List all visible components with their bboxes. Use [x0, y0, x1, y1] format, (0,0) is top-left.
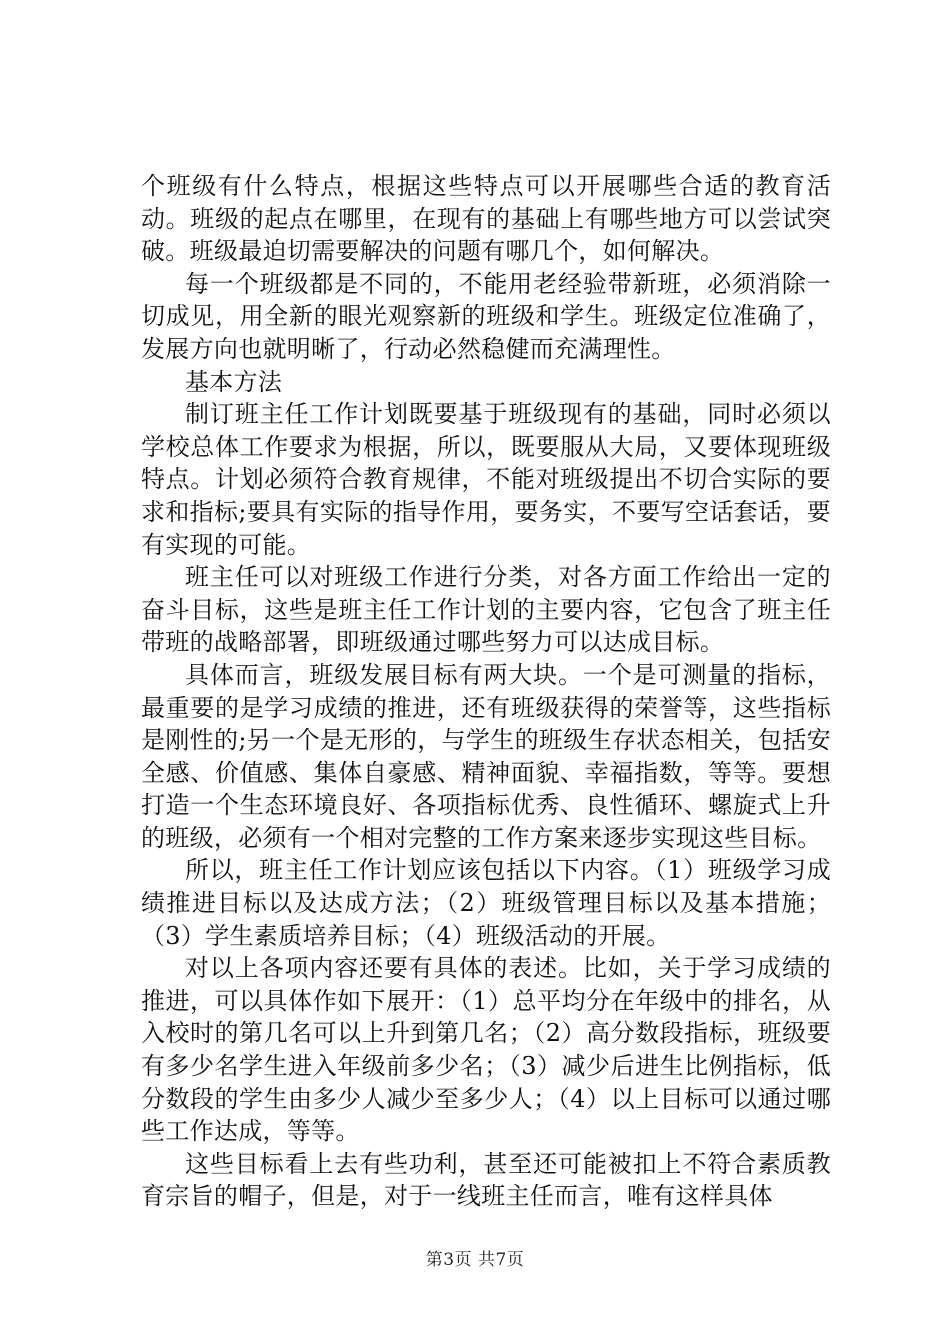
document-body [141, 170, 831, 1213]
paragraph-3: 制订班主任工作计划既要基于班级现有的基础，同时必须以学校总体工作要求为根据，所以，既要服从大局，又要体现班级特点。计划必须符合教育规律，不能对班级提出不切合实际的要求和指标;要具有实际的指导作用，要务实，不要写空话套话，要有实现的可能。 [141, 400, 831, 559]
paragraph-8: 这些目标看上去有些功利，甚至还可能被扣上不符合素质教育宗旨的帽子，但是，对于一线班主任而言，唯有这样具体 [141, 1149, 831, 1211]
paragraph-4: 班主任可以对班级工作进行分类，对各方面工作给出一定的奋斗目标，这些是班主任工作计划的主要内容，它包含了班主任带班的战略部署，即班级通过哪些努力可以达成目标。 [141, 563, 831, 657]
paragraph-2: 每一个班级都是不同的，不能用老经验带新班，必须消除一切成见，用全新的眼光观察新的班级和学生。班级定位准确了，发展方向也就明晰了，行动必然稳健而充满理性。 [141, 269, 831, 363]
paragraph-6: 所以，班主任工作计划应该包括以下内容。（1）班级学习成绩推进目标以及达成方法；（2）班级管理目标以及基本措施；（3）学生素质培养目标；（4）班级活动的开展。 [141, 856, 831, 950]
paragraph-1: 个班级有什么特点，根据这些特点可以开展哪些合适的教育活动。班级的起点在哪里，在现有的基础上有哪些地方可以尝试突破。班级最迫切需要解决的问题有哪几个，如何解决。 [141, 172, 831, 266]
paragraph-5: 具体而言，班级发展目标有两大块。一个是可测量的指标，最重要的是学习成绩的推进，还有班级获得的荣誉等，这些指标是刚性的;另一个是无形的，与学生的班级生存状态相关，包括安全感、价值感、集体自豪感、精神面貌、幸福指数，等等。要想打造一个生态环境良好、各项指标优秀、良性循环、螺旋式上升的班级，必须有一个相对完整的工作方案来逐步实现这些目标。 [141, 660, 831, 852]
paragraph-7: 对以上各项内容还要有具体的表述。比如，关于学习成绩的推进，可以具体作如下展开：（1）总平均分在年级中的排名，从入校时的第几名可以上升到第几名；（2）高分数段指标，班级要有多少名学生进入年级前多少名；（3）减少后进生比例指标，低分数段的学生由多少人减少至多少人；（4）以上目标可以通过哪些工作达成，等等。 [141, 954, 831, 1146]
page-footer: 第3页 共7页 [425, 1250, 525, 1270]
section-heading: 基本方法 [185, 367, 283, 396]
